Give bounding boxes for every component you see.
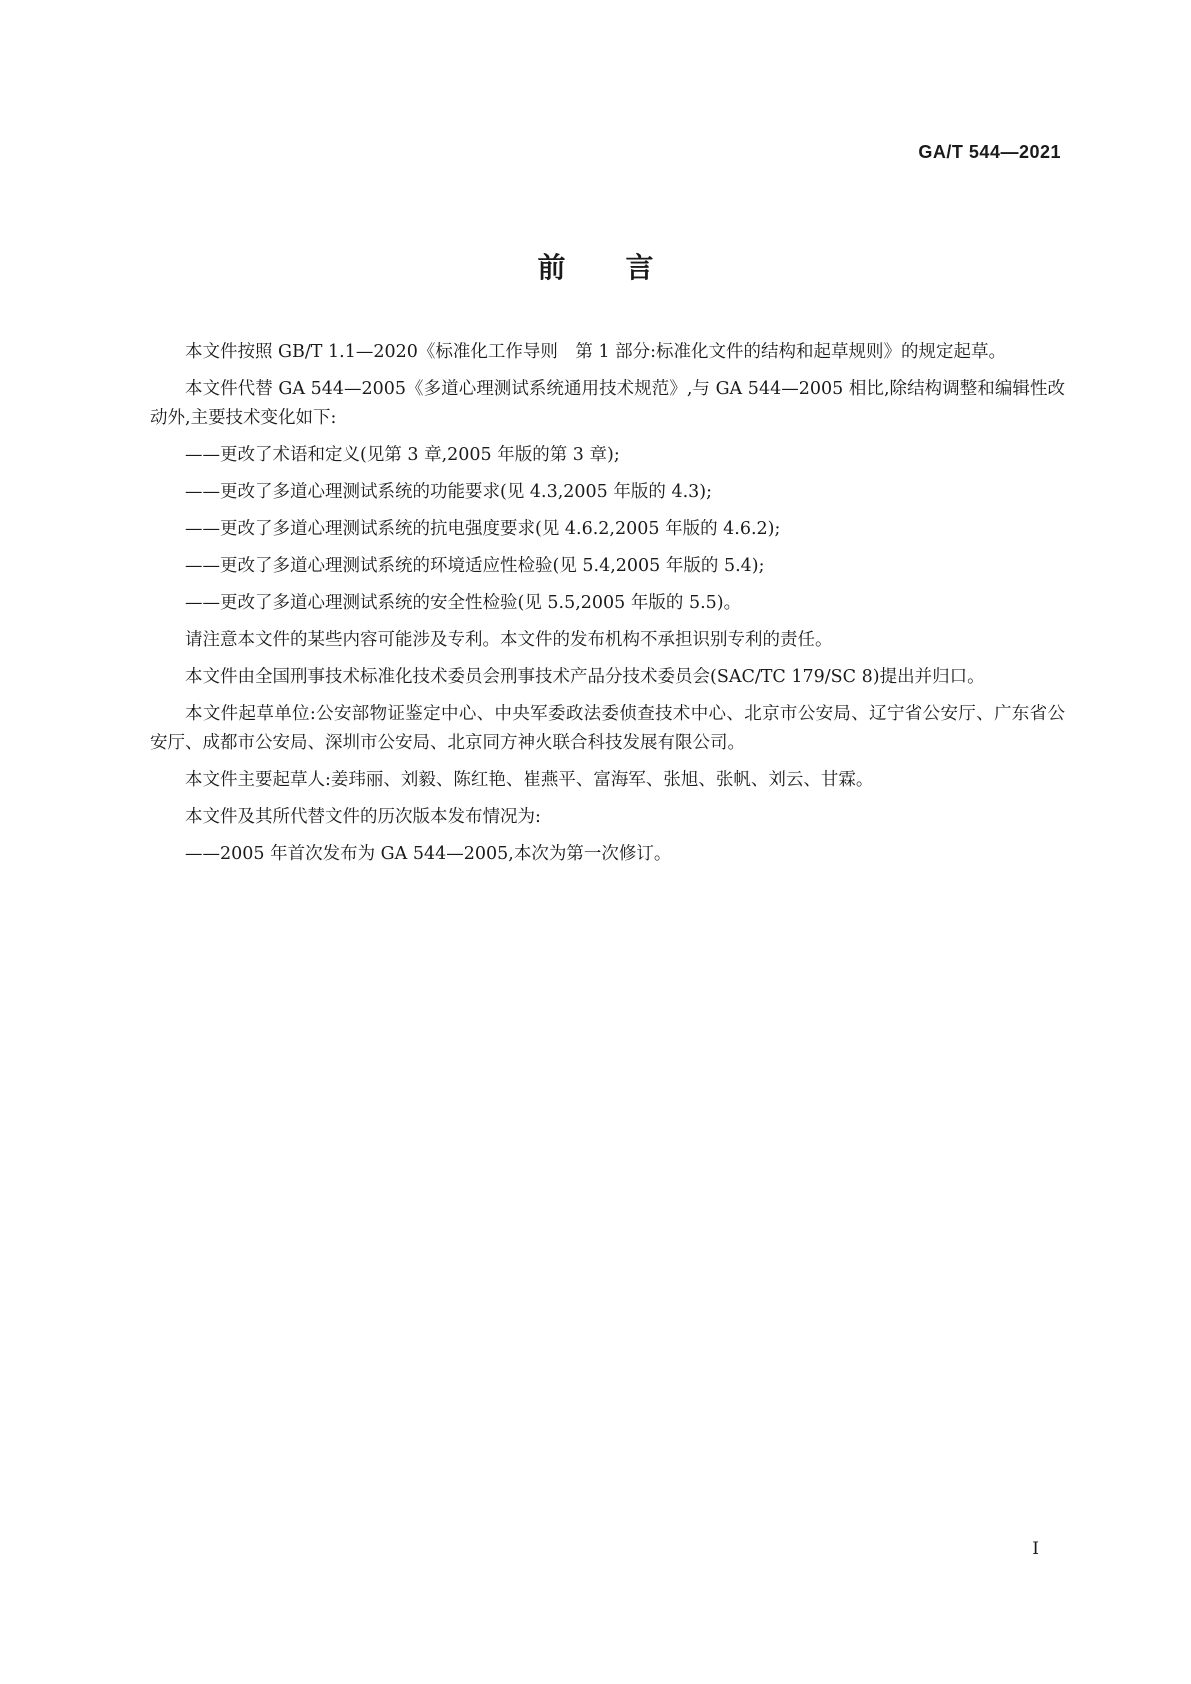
paragraph-proposer: 本文件由全国刑事技术标准化技术委员会刑事技术产品分技术委员会(SAC/TC 179/SC 8)提出并归口。 xyxy=(185,667,985,687)
history-item: ——2005 年首次发布为 GA 544—2005,本次为第一次修订。 xyxy=(185,844,672,864)
paragraph-replacement: 本文件代替 GA 544—2005《多道心理测试系统通用技术规范》,与 GA 544—2005 相比,除结构调整和编辑性改动外,主要技术变化如下: xyxy=(150,379,1065,428)
change-item-dielectric: ——更改了多道心理测试系统的抗电强度要求(见 4.6.2,2005 年版的 4.6.2); xyxy=(185,519,781,539)
paragraph-drafting-rules: 本文件按照 GB/T 1.1—2020《标准化工作导则 第 1 部分:标准化文件的结构和起草规则》的规定起草。 xyxy=(185,342,1007,362)
paragraph-patent-notice: 请注意本文件的某些内容可能涉及专利。本文件的发布机构不承担识别专利的责任。 xyxy=(185,630,833,650)
change-item-terms: ——更改了术语和定义(见第 3 章,2005 年版的第 3 章); xyxy=(185,445,620,465)
standard-code: GA/T 544—2021 xyxy=(918,142,1061,162)
paragraph-history-intro: 本文件及其所代替文件的历次版本发布情况为: xyxy=(185,807,541,827)
page-number: I xyxy=(1032,1539,1039,1559)
paragraph-drafters: 本文件主要起草人:姜玮丽、刘毅、陈红艳、崔燕平、富海军、张旭、张帆、刘云、甘霖。 xyxy=(185,770,874,790)
page-title: 前言 xyxy=(537,251,714,284)
change-item-function: ——更改了多道心理测试系统的功能要求(见 4.3,2005 年版的 4.3); xyxy=(185,482,712,502)
change-item-environment: ——更改了多道心理测试系统的环境适应性检验(见 5.4,2005 年版的 5.4); xyxy=(185,556,765,576)
paragraph-drafting-units: 本文件起草单位:公安部物证鉴定中心、中央军委政法委侦查技术中心、北京市公安局、辽宁省公安厅、广东省公安厅、成都市公安局、深圳市公安局、北京同方神火联合科技发展有限公司。 xyxy=(150,704,1065,753)
document-body xyxy=(150,338,1065,877)
change-item-safety: ——更改了多道心理测试系统的安全性检验(见 5.5,2005 年版的 5.5)。 xyxy=(185,593,742,613)
